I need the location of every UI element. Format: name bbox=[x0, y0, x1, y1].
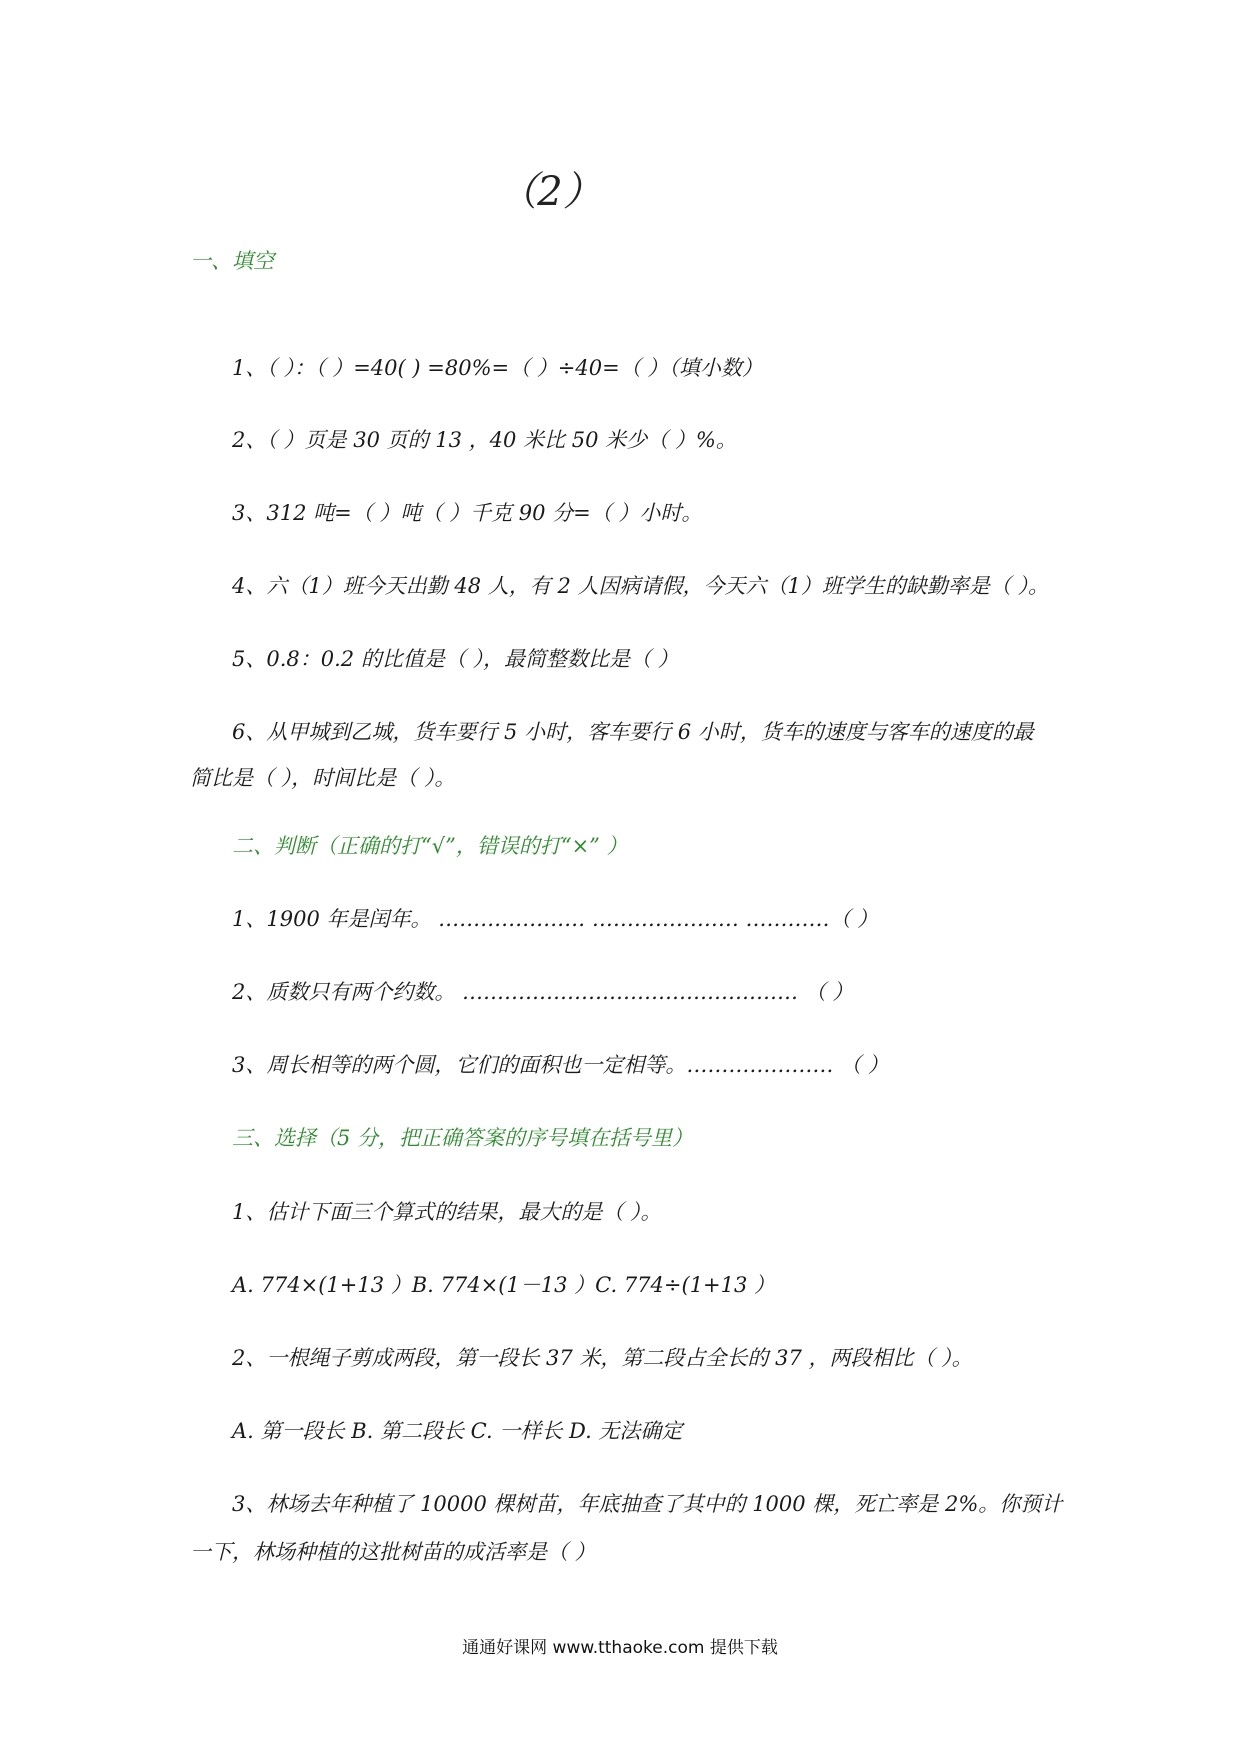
page-title: （2） bbox=[497, 169, 603, 215]
question-line: 2、质数只有两个约数。 ………………………………………… （ ） bbox=[232, 980, 854, 1004]
section1-heading: 一、填空 bbox=[190, 249, 274, 273]
question-line: 3、林场去年种植了 10000 棵树苗，年底抽查了其中的 1000 棵，死亡率是 2%。你预计 bbox=[232, 1492, 1063, 1516]
question-line: 1、1900 年是闰年。 ………………… ………………… …………（ ） bbox=[232, 907, 879, 931]
question-line: 2、（ ）页是 30 页的 13 ，40 米比 50 米少（ ）%。 bbox=[232, 428, 737, 452]
answer-options: A. 第一段长 B. 第二段长 C. 一样长 D. 无法确定 bbox=[232, 1419, 683, 1443]
question-line: 4、六（1）班今天出勤 48 人，有 2 人因病请假，今天六（1）班学生的缺勤率是（ ）。 bbox=[232, 574, 1050, 598]
section3-heading: 三、选择（5 分，把正确答案的序号填在括号里） bbox=[232, 1126, 694, 1150]
answer-options: A. 774×(1+13 ）B. 774×(1－13 ）C. 774÷(1+13 ） bbox=[232, 1273, 776, 1297]
question-line: 3、312 吨=（ ）吨（ ）千克 90 分=（ ）小时。 bbox=[232, 501, 703, 525]
question-line: 5、0.8：0.2 的比值是（ ），最简整数比是（ ） bbox=[232, 647, 679, 671]
question-line-continued: 简比是（ ），时间比是（ ）。 bbox=[190, 766, 456, 790]
footer-watermark: 通通好课网 www.tthaoke.com 提供下载 bbox=[462, 1638, 778, 1658]
section2-heading: 二、判断（正确的打“√”，错误的打“×” ） bbox=[232, 834, 628, 858]
question-line: 1、估计下面三个算式的结果，最大的是（ ）。 bbox=[232, 1200, 662, 1224]
question-line: 2、一根绳子剪成两段，第一段长 37 米，第二段占全长的 37 ，两段相比（ ）。 bbox=[232, 1346, 973, 1370]
question-line: 3、周长相等的两个圆，它们的面积也一定相等。………………… （ ） bbox=[232, 1053, 889, 1077]
question-line: 1、（ ）：（ ）=40( ) =80%=（ ）÷40=（ ）（填小数） bbox=[232, 356, 763, 380]
question-line-continued: 一下，林场种植的这批树苗的成活率是（ ） bbox=[190, 1540, 596, 1564]
question-line: 6、从甲城到乙城，货车要行 5 小时，客车要行 6 小时，货车的速度与客车的速度的最 bbox=[232, 720, 1034, 744]
